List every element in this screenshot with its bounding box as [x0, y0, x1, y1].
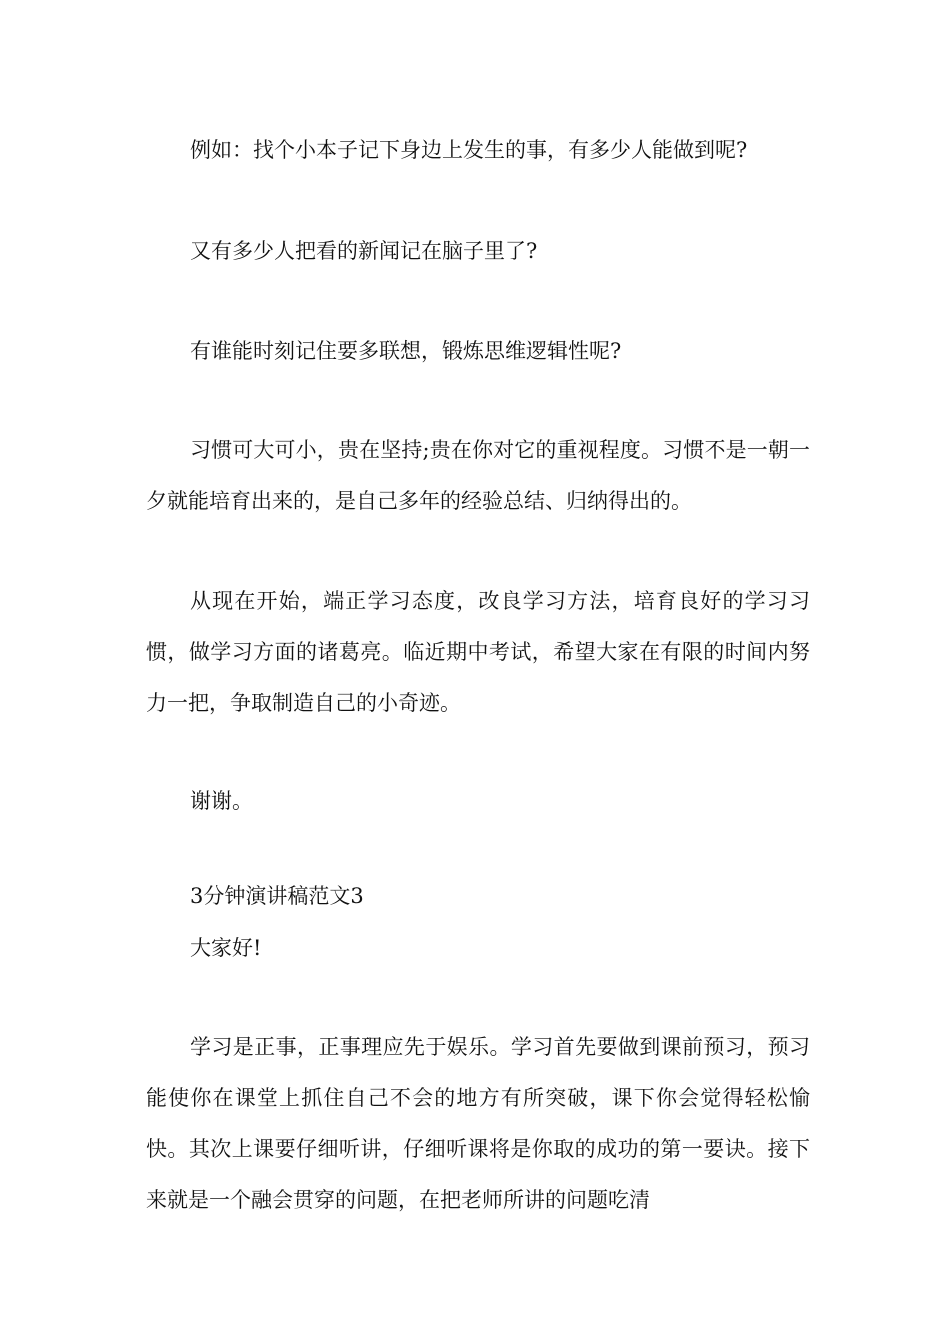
paragraph-start-now: 从现在开始，端正学习态度，改良学习方法，培育良好的学习习惯，做学习方面的诸葛亮。临近期中考试，希望大家在有限的时间内努力一把，争取制造自己的小奇迹。	[146, 589, 810, 715]
paragraph-habit: 习惯可大可小，贵在坚持;贵在你对它的重视程度。习惯不是一朝一夕就能培育出来的，是自己多年的经验总结、归纳得出的。	[146, 438, 810, 513]
paragraph-news: 又有多少人把看的新闻记在脑子里了?	[190, 239, 538, 263]
paragraph-thanks: 谢谢。	[190, 789, 253, 813]
paragraph-thinking: 有谁能时刻记住要多联想，锻炼思维逻辑性呢?	[190, 339, 622, 363]
section-heading: 3分钟演讲稿范文3	[190, 884, 364, 908]
paragraph-study: 学习是正事，正事理应先于娱乐。学习首先要做到课前预习，预习能使你在课堂上抓住自己不会的地方有所突破，课下你会觉得轻松愉快。其次上课要仔细听讲，仔细听课将是你取的成功的第一要诀。接下来就是一个融会贯穿的问题，在把老师所讲的问题吃清	[146, 1035, 810, 1212]
paragraph-example: 例如：找个小本子记下身边上发生的事，有多少人能做到呢?	[190, 138, 748, 162]
greeting: 大家好!	[190, 936, 262, 960]
